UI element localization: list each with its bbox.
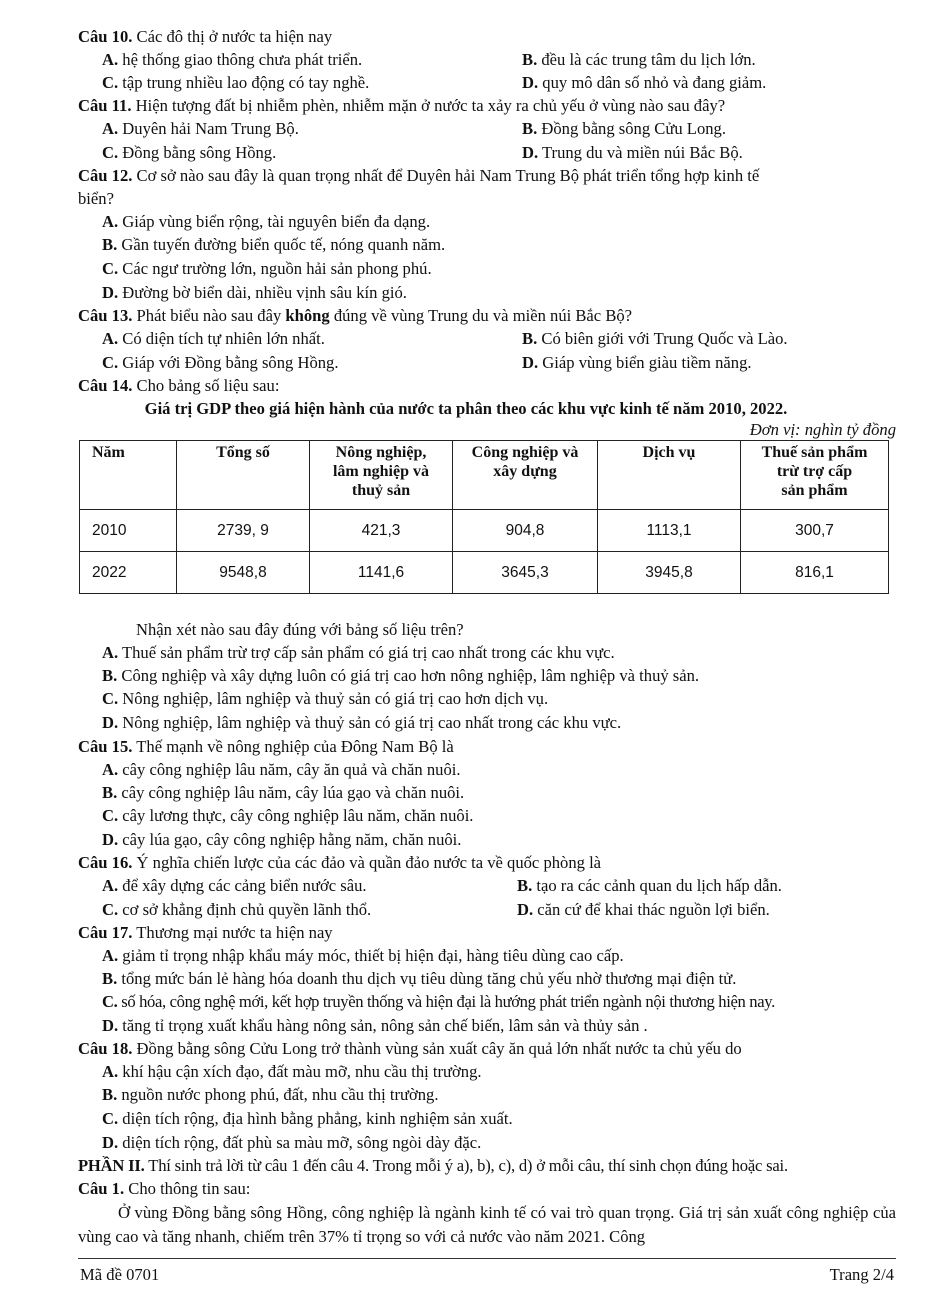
header-year: Năm — [80, 441, 177, 510]
q16-option-c: C. cơ sở khẳng định chủ quyền lãnh thổ. — [102, 900, 372, 919]
q13-option-d: D. Giáp vùng biển giàu tiềm năng. — [522, 353, 752, 372]
header-services: Dịch vụ — [598, 441, 741, 510]
table-cell: 3645,3 — [453, 552, 598, 594]
q14-option-d: D. Nông nghiệp, lâm nghiệp và thuỷ sản có giá trị cao nhất trong các khu vực. — [102, 713, 622, 732]
q13-option-c: C. Giáp với Đồng bằng sông Hồng. — [102, 353, 339, 372]
exam-code: Mã đề 0701 — [80, 1265, 160, 1284]
table-unit: Đơn vị: nghìn tỷ đồng — [749, 420, 896, 439]
q15-option-c: C. cây lương thực, cây công nghiệp lâu năm, chăn nuôi. — [102, 806, 474, 825]
question-18: Câu 18. Đồng bằng sông Cửu Long trở thành vùng sản xuất cây ăn quả lớn nhất nước ta chủ yếu do — [78, 1039, 742, 1058]
q15-option-a: A. cây công nghiệp lâu năm, cây ăn quả và chăn nuôi. — [102, 760, 461, 779]
header-industry: Công nghiệp và xây dựng — [453, 441, 598, 510]
table-cell: 1113,1 — [598, 510, 741, 552]
q13-option-b: B. Có biên giới với Trung Quốc và Lào. — [522, 329, 788, 348]
table-cell: 1141,6 — [310, 552, 453, 594]
q12-option-b: B. Gần tuyến đường biển quốc tế, nóng quanh năm. — [102, 235, 446, 254]
table-row — [80, 552, 889, 594]
q14-option-b: B. Công nghiệp và xây dựng luôn có giá trị cao hơn nông nghiệp, lâm nghiệp và thuỷ sản. — [102, 666, 700, 685]
q17-option-d: D. tăng tỉ trọng xuất khẩu hàng nông sản, nông sản chế biến, lâm sản và thủy sản . — [102, 1016, 648, 1035]
q18-option-d: D. diện tích rộng, đất phù sa màu mỡ, sông ngòi dày đặc. — [102, 1133, 482, 1152]
q11-option-a: A. Duyên hải Nam Trung Bộ. — [102, 119, 299, 138]
q16-option-a: A. để xây dựng các cảng biển nước sâu. — [102, 876, 367, 895]
header-agriculture: Nông nghiệp, lâm nghiệp và thuỷ sản — [310, 441, 453, 510]
q12-option-c: C. Các ngư trường lớn, nguồn hải sản phong phú. — [102, 259, 432, 278]
q17-option-b: B. tổng mức bán lẻ hàng hóa doanh thu dịch vụ tiêu dùng tăng chủ yếu nhờ thương mại điện tử. — [102, 969, 737, 988]
question-12: Câu 12. Cơ sở nào sau đây là quan trọng nhất để Duyên hải Nam Trung Bộ phát triển tổng hợp kinh tế — [78, 166, 760, 185]
page-number: Trang 2/4 — [829, 1265, 894, 1284]
q17-option-a: A. giảm tỉ trọng nhập khẩu máy móc, thiết bị hiện đại, hàng tiêu dùng cao cấp. — [102, 946, 624, 965]
q15-option-d: D. cây lúa gạo, cây công nghiệp hằng năm, chăn nuôi. — [102, 830, 462, 849]
question-17: Câu 17. Thương mại nước ta hiện nay — [78, 923, 333, 942]
header-total: Tổng số — [177, 441, 310, 510]
q16-option-b: B. tạo ra các cảnh quan du lịch hấp dẫn. — [517, 876, 782, 895]
part2-question-1: Câu 1. Cho thông tin sau: — [78, 1179, 251, 1198]
table-cell: 2739, 9 — [177, 510, 310, 552]
table-cell: 816,1 — [741, 552, 889, 594]
question-16: Câu 16. Ý nghĩa chiến lược của các đảo và quần đảo nước ta về quốc phòng là — [78, 853, 602, 872]
table-title: Giá trị GDP theo giá hiện hành của nước ta phân theo các khu vực kinh tế năm 2010, 2022. — [144, 399, 788, 418]
table-cell: 421,3 — [310, 510, 453, 552]
question-11: Câu 11. Hiện tượng đất bị nhiễm phèn, nhiễm mặn ở nước ta xảy ra chủ yếu ở vùng nào sau đây? — [78, 96, 726, 115]
q15-option-b: B. cây công nghiệp lâu năm, cây lúa gạo và chăn nuôi. — [102, 783, 465, 802]
question-14: Câu 14. Cho bảng số liệu sau: — [78, 376, 280, 395]
q13-option-a: A. Có diện tích tự nhiên lớn nhất. — [102, 329, 325, 348]
q14-prompt: Nhận xét nào sau đây đúng với bảng số liệu trên? — [136, 620, 464, 639]
q17-option-c: C. số hóa, công nghệ mới, kết hợp truyền thống và hiện đại là hướng phát triển ngành nội thương hiện nay. — [102, 992, 775, 1011]
footer-divider — [78, 1258, 896, 1259]
q10-option-c: C. tập trung nhiều lao động có tay nghề. — [102, 73, 370, 92]
table-cell: 9548,8 — [177, 552, 310, 594]
table-header-row — [80, 441, 889, 510]
gdp-table — [79, 440, 889, 594]
q11-option-b: B. Đồng bằng sông Cửu Long. — [522, 119, 726, 138]
table-cell: 300,7 — [741, 510, 889, 552]
question-12-cont: biển? — [78, 189, 114, 208]
question-10: Câu 10. Các đô thị ở nước ta hiện nay — [78, 27, 333, 46]
q11-option-d: D. Trung du và miền núi Bắc Bộ. — [522, 143, 743, 162]
q12-option-d: D. Đường bờ biển dài, nhiều vịnh sâu kín gió. — [102, 283, 407, 302]
header-product-tax: Thuế sản phẩm trừ trợ cấp sản phẩm — [741, 441, 889, 510]
q14-option-a: A. Thuế sản phẩm trừ trợ cấp sản phẩm có giá trị cao nhất trong các khu vực. — [102, 643, 615, 662]
question-13: Câu 13. Phát biểu nào sau đây không đúng về vùng Trung du và miền núi Bắc Bộ? — [78, 306, 633, 325]
part-2-heading: PHẦN II. Thí sinh trả lời từ câu 1 đến câu 4. Trong mỗi ý a), b), c), d) ở mỗi câu, thí sinh chọn đúng hoặc sai. — [78, 1156, 788, 1175]
table-row — [80, 510, 889, 552]
q16-option-d: D. căn cứ để khai thác nguồn lợi biển. — [517, 900, 770, 919]
question-15: Câu 15. Thế mạnh về nông nghiệp của Đông Nam Bộ là — [78, 737, 454, 756]
table-cell: 2010 — [80, 510, 177, 552]
q10-option-b: B. đều là các trung tâm du lịch lớn. — [522, 50, 756, 69]
table-cell: 2022 — [80, 552, 177, 594]
q18-option-b: B. nguồn nước phong phú, đất, nhu cầu thị trường. — [102, 1085, 439, 1104]
part2-q1-paragraph: Ở vùng Đồng bằng sông Hồng, công nghiệp là ngành kinh tế có vai trò quan trọng. Giá trị sản xuất công nghiệp của vùng cao và tăng nhanh, chiếm trên 37% tỉ trọng so với cả nước vào năm 2021. Công — [78, 1203, 896, 1246]
table-cell: 3945,8 — [598, 552, 741, 594]
q10-option-d: D. quy mô dân số nhỏ và đang giảm. — [522, 73, 767, 92]
q18-option-c: C. diện tích rộng, địa hình bằng phẳng, kinh nghiệm sản xuất. — [102, 1109, 513, 1128]
table-cell: 904,8 — [453, 510, 598, 552]
q10-option-a: A. hệ thống giao thông chưa phát triển. — [102, 50, 363, 69]
q18-option-a: A. khí hậu cận xích đạo, đất màu mỡ, nhu cầu thị trường. — [102, 1062, 482, 1081]
q14-option-c: C. Nông nghiệp, lâm nghiệp và thuỷ sản có giá trị cao hơn dịch vụ. — [102, 689, 549, 708]
q11-option-c: C. Đồng bằng sông Hồng. — [102, 143, 277, 162]
q12-option-a: A. Giáp vùng biển rộng, tài nguyên biển đa dạng. — [102, 212, 431, 231]
